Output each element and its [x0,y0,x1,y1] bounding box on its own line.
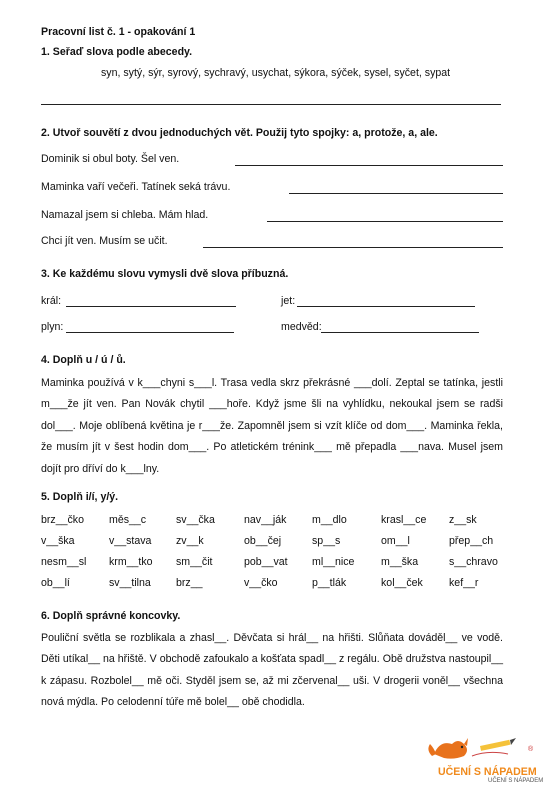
section-6-heading: 6. Doplň správné koncovky. [41,610,181,622]
fill-in-word[interactable]: s__chravo [449,556,498,568]
section-2-sentence: Namazal jsem si chleba. Mám hlad. [41,209,209,221]
section-2-sentence: Maminka vaří večeři. Tatínek seká trávu. [41,181,231,193]
answer-line[interactable] [289,193,503,194]
fill-in-word[interactable]: z__sk [449,514,477,526]
word-label: král: [41,295,62,307]
section-1-answer-line[interactable] [41,104,501,105]
fill-in-word[interactable]: ob__lí [41,577,70,589]
answer-line[interactable] [66,306,236,307]
answer-line[interactable] [267,221,503,222]
section-2-row [41,153,503,168]
fill-in-word[interactable]: m__dlo [312,514,347,526]
fill-in-word[interactable]: om__l [381,535,410,547]
registered-mark: ® [528,746,534,753]
section-6-text: Pouliční světla se rozblikala a zhasl__. Děvčata si hrál__ na hřišti. Slůňata dováděl__ ve vodě. Děti utíkal__ na hřiště. V obchodě zafoukalo a košťata spadl__ z regálu. Obě družstva nastoupil__ k zápasu. Rozbolel__ mě oči. Styděl jsem se, až mi zčervenal__ uši. V drogerii voněl__ všechna nová mýdla. Po celodenní túře mě bolel__ obě chodidla. [41,632,503,709]
answer-line[interactable] [203,247,503,248]
fill-in-word[interactable]: měs__c [109,514,147,526]
logo-text: UČENÍ S NÁPADEM [438,766,537,778]
section-1-words: syn, sytý, sýr, syrový, sychravý, usychat, sýkora, sýček, sysel, syčet, sypat [101,67,451,79]
fill-in-word[interactable]: ob__čej [244,535,282,547]
fill-in-word[interactable]: v__stava [109,535,152,547]
fill-in-word[interactable]: zv__k [176,535,204,547]
section-2-row [41,209,503,224]
section-2-row [41,235,503,250]
fill-in-word[interactable]: p__tlák [312,577,347,589]
brand-logo [424,734,544,786]
fill-in-word[interactable]: kol__ček [381,577,423,589]
fill-in-word[interactable]: krm__tko [109,556,153,568]
page-title: Pracovní list č. 1 - opakování 1 [41,26,196,38]
fill-in-word[interactable]: pob__vat [244,556,288,568]
fill-in-word[interactable]: přep__ch [449,535,494,547]
fill-in-word[interactable]: brz__čko [41,514,84,526]
fill-in-word[interactable]: sv__čka [176,514,215,526]
answer-line[interactable] [66,332,234,333]
section-2-sentence: Dominik si obul boty. Šel ven. [41,153,180,165]
fill-in-word[interactable]: sp__s [312,535,341,547]
section-4-text: Maminka používá v k___chyni s___l. Trasa vedla skrz překrásné ___dolí. Zeptal se tatínka, jestli m___že jít ven. Pan Novák chytil ___hoře. Když jsme šli na vyhlídku, nekoukal jsem se radši dol___. Moje oblíbená květina je r___že. Zapomněl jsem si vzít klíče od dom___. Maminka řekla, že musím jít v šest hodin dom___. Po atletickém trénink___ mě přepadla ___nava. Musel jsem dojít pro dříví do k___lny. [41,377,503,475]
fill-in-word[interactable]: nav__ják [244,514,287,526]
fill-in-word[interactable]: nesm__sl [41,556,87,568]
answer-line[interactable] [235,165,503,166]
section-2-row [41,181,503,196]
word-label: plyn: [41,321,64,333]
word-label: jet: [281,295,296,307]
fill-in-word[interactable]: kef__r [449,577,479,589]
section-2-sentence: Chci jít ven. Musím se učit. [41,235,168,247]
fill-in-word[interactable]: v__ška [41,535,75,547]
fill-in-word[interactable]: brz__ [176,577,203,589]
section-5-heading: 5. Doplň i/í, y/ý. [41,491,119,503]
fill-in-word[interactable]: v__čko [244,577,278,589]
answer-line[interactable] [321,332,479,333]
fill-in-word[interactable]: sm__čit [176,556,213,568]
section-3-heading: 3. Ke každému slovu vymysli dvě slova příbuzná. [41,268,289,280]
section-1-heading: 1. Seřaď slova podle abecedy. [41,46,193,58]
word-label: medvěd: [281,321,322,333]
fill-in-word[interactable]: sv__tilna [109,577,151,589]
logo-subtext: UČENÍ S NÁPADEM [488,778,544,784]
fill-in-word[interactable]: krasl__ce [381,514,427,526]
answer-line[interactable] [297,306,475,307]
section-4-heading: 4. Doplň u / ú / ů. [41,354,126,366]
fill-in-word[interactable]: ml__nice [312,556,355,568]
section-2-heading: 2. Utvoř souvětí z dvou jednoduchých vět. Použij tyto spojky: a, protože, a, ale. [41,127,438,139]
fill-in-word[interactable]: m__ška [381,556,419,568]
